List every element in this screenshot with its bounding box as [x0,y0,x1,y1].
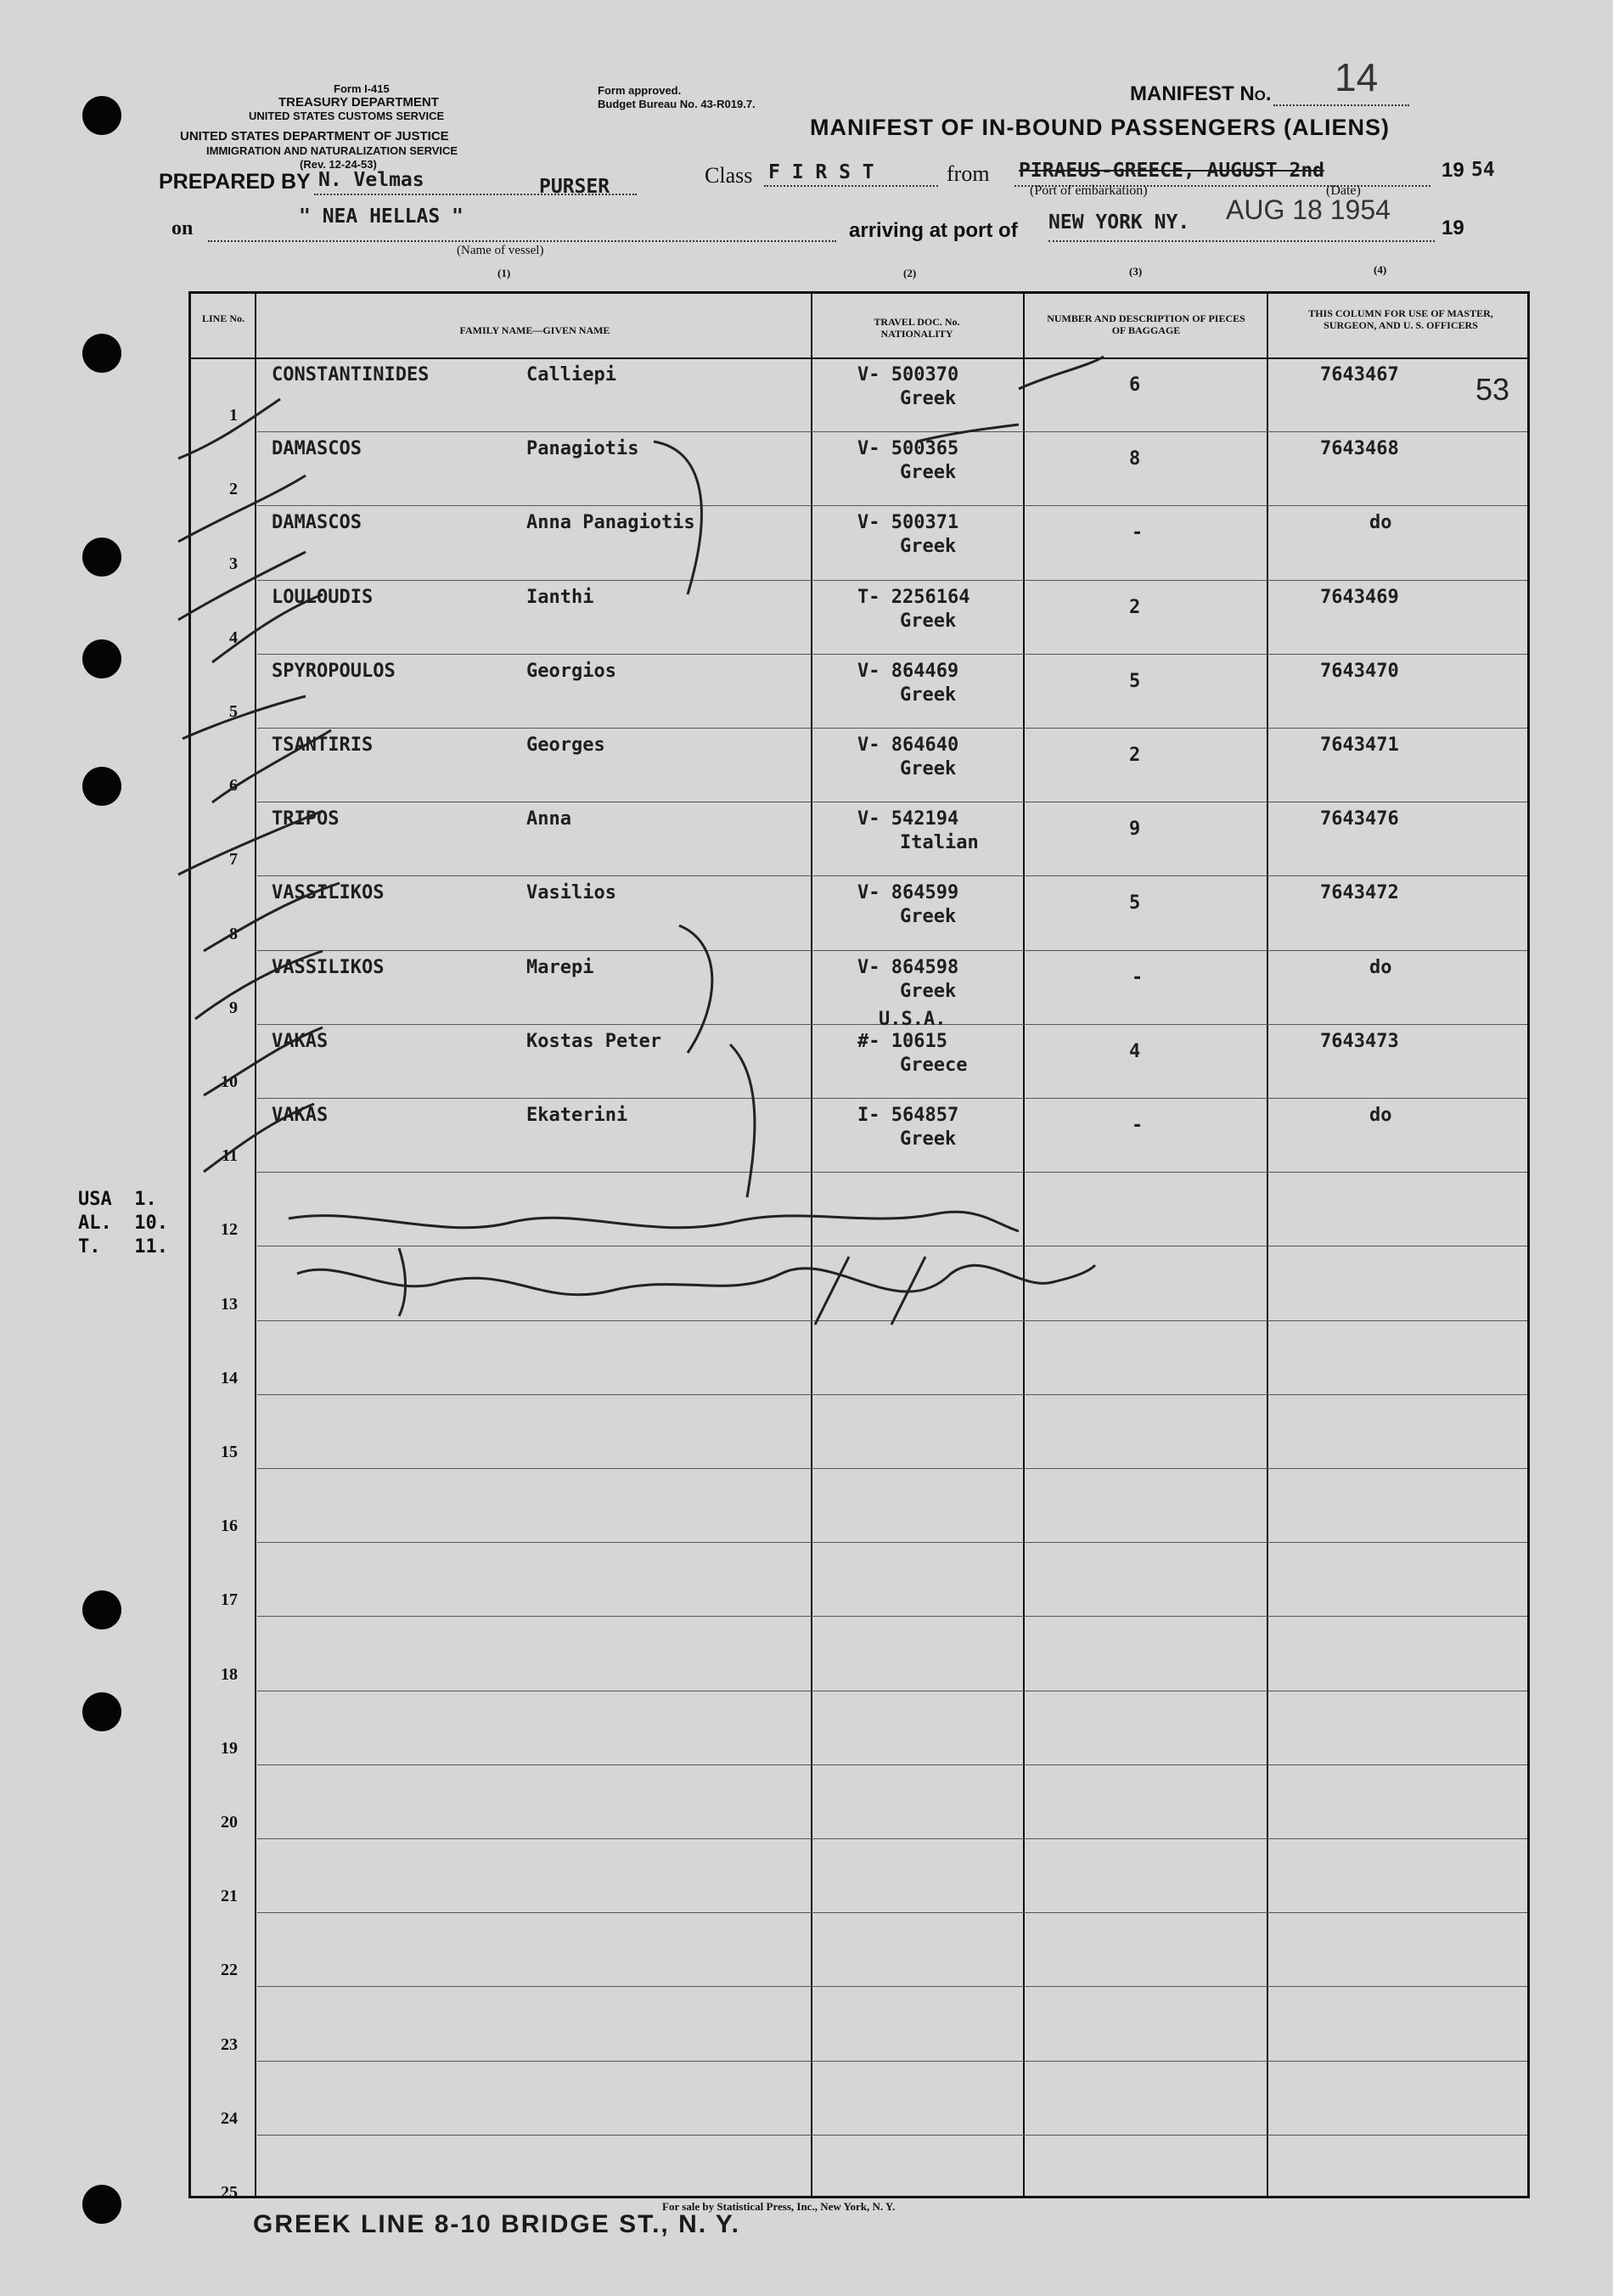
family-name: SPYROPOULOS [272,660,396,682]
nationality: Greek [900,610,957,632]
line-number: 21 [221,1887,238,1906]
nationality: Greek [900,1128,957,1150]
baggage-count: 2 [1129,596,1141,618]
family-name: VAKAS [272,1105,329,1126]
binder-hole [82,334,121,373]
class-label: Class [705,163,753,188]
line-number: 22 [221,1961,238,1980]
line-number: 20 [221,1813,238,1832]
row-rule [257,2135,1527,2136]
row-rule [257,1542,1527,1543]
line-number: 25 [221,2183,238,2202]
manifest-number-label: MANIFEST No. [1130,82,1272,105]
line-number: 4 [229,627,238,647]
given-name: Georgios [526,660,616,682]
family-name: DAMASCOS [272,512,362,534]
row-rule [257,2061,1527,2062]
form-revision: (Rev. 12-24-53) [300,158,377,171]
officer-number: 7643467 [1320,364,1399,385]
year-value: 54 [1471,159,1495,181]
baggage-count: - [1132,1115,1144,1136]
line-number: 11 [222,1146,238,1166]
customs-service: UNITED STATES CUSTOMS SERVICE [249,110,445,122]
nationality: Italian [900,832,979,854]
line-number: 6 [229,776,238,796]
footer-print: For sale by Statistical Press, Inc., New York, N. Y. [662,2200,896,2213]
line-number: 15 [221,1443,238,1461]
row-rule [257,1986,1527,1987]
travel-doc-number: V- 864469 [857,660,959,682]
officer-number: 7643471 [1320,734,1399,756]
nationality: Greek [900,462,957,484]
given-name: Marepi [526,956,594,978]
line-number: 10 [221,1072,238,1091]
travel-doc-number: #- 10615 [857,1030,947,1052]
doc-country: U.S.A. [879,1008,947,1030]
form-id: Form I-415 [334,82,390,95]
line-number: 14 [221,1368,238,1387]
baggage-count: 4 [1129,1040,1141,1062]
row-rule [257,1912,1527,1913]
tally-aliens: AL. 10. [78,1213,168,1234]
row-rule [257,1764,1527,1765]
arriving-label: arriving at port of [849,219,1018,242]
treasury-department: TREASURY DEPARTMENT [278,95,439,110]
binder-hole [82,1692,121,1731]
travel-doc-number: T- 2256164 [857,586,970,608]
nationality: Greek [900,536,957,558]
family-name: VASSILIKOS [272,882,385,904]
travel-doc-number: V- 500371 [857,512,959,534]
header-travel-doc: TRAVEL DOC. No. NATIONALITY [874,316,960,340]
from-label: from [947,161,990,186]
row-rule [257,1320,1527,1321]
prepared-by-name: N. Velmas [318,169,424,191]
baggage-count: 5 [1129,670,1141,692]
row-rule [257,431,1527,432]
given-name: Vasilios [526,882,616,904]
travel-doc-number: V- 500365 [857,438,959,460]
baggage-count: 6 [1129,374,1141,396]
on-label: on [171,217,194,239]
line-number: 19 [221,1738,238,1758]
line-number: 7 [229,850,238,869]
line-number: 16 [221,1517,238,1536]
row-rule [257,950,1527,951]
binder-hole [82,639,121,678]
family-name: CONSTANTINIDES [272,364,430,385]
embarkation-value: PIRAEUS-GREECE, AUGUST 2nd [1019,160,1325,182]
tally-total: T. 11. [78,1236,168,1258]
row-rule [257,875,1527,876]
binder-hole [82,767,121,806]
baggage-count: 8 [1129,448,1141,470]
row-rule [257,1838,1527,1839]
baggage-count: - [1132,522,1144,544]
binder-hole [82,2185,121,2224]
officer-number: 7643468 [1320,438,1399,460]
given-name: Ekaterini [526,1105,628,1126]
row-rule [257,728,1527,729]
given-name: Kostas Peter [526,1030,661,1052]
nationality: Greek [900,758,957,779]
passenger-table [188,291,1530,2202]
nationality: Greek [900,906,957,928]
column-number-4: (4) [1374,263,1387,276]
binder-hole [82,537,121,577]
given-name: Anna Panagiotis [526,512,695,534]
family-name: TSANTIRIS [272,734,374,756]
prepared-by-label: PREPARED BY [159,170,311,194]
header-baggage: NUMBER AND DESCRIPTION OF PIECES OF BAGGAGE [1047,312,1245,336]
prepared-by-role: PURSER [539,176,610,198]
column-number-1: (1) [497,267,511,279]
port-embarkation-caption: (Port of embarkation) [1030,183,1148,198]
given-name: Georges [526,734,605,756]
officer-number: do [1369,1105,1392,1126]
header-officers: THIS COLUMN FOR USE OF MASTER, SURGEON, AND U. S. OFFICERS [1308,307,1493,331]
margin-number: 53 [1475,372,1510,407]
travel-doc-number: V- 864640 [857,734,959,756]
baggage-count: - [1132,966,1144,988]
given-name: Ianthi [526,586,594,608]
column-number-3: (3) [1129,265,1143,278]
tally-usa: USA 1. [78,1189,157,1210]
family-name: VAKAS [272,1030,329,1052]
travel-doc-number: V- 864599 [857,882,959,904]
manifest-title: MANIFEST OF IN-BOUND PASSENGERS (ALIENS) [810,115,1391,140]
family-name: LOULOUDIS [272,586,374,608]
date-caption: (Date) [1326,183,1361,198]
row-rule [257,1616,1527,1617]
given-name: Calliepi [526,364,616,385]
form-approved: Form approved. [598,84,682,97]
line-number: 1 [229,406,238,425]
line-number: 24 [221,2108,238,2128]
row-rule [257,580,1527,581]
travel-doc-number: I- 564857 [857,1105,959,1126]
officer-number: 7643476 [1320,808,1399,830]
line-number: 18 [221,1664,238,1684]
binder-hole [82,1590,121,1629]
vessel-name: " NEA HELLAS " [299,205,464,228]
nationality: Greek [900,388,957,409]
binder-hole [82,96,121,135]
arrival-year-prefix: 19 [1442,217,1464,239]
arrival-port: NEW YORK NY. [1048,211,1190,234]
line-number: 13 [221,1294,238,1314]
travel-doc-number: V- 864598 [857,956,959,978]
arrival-date-stamp: AUG 18 1954 [1226,194,1391,225]
footer-stamp: GREEK LINE 8-10 BRIDGE ST., N. Y. [253,2210,740,2238]
given-name: Panagiotis [526,438,639,460]
family-name: DAMASCOS [272,438,362,460]
baggage-count: 5 [1129,892,1141,914]
officer-number: do [1369,956,1392,978]
officer-number: 7643469 [1320,586,1399,608]
row-rule [257,1394,1527,1395]
family-name: TRIPOS [272,808,340,830]
row-rule [257,1098,1527,1099]
row-rule [257,1172,1527,1173]
officer-number: do [1369,512,1392,534]
row-rule [257,654,1527,655]
row-rule [257,1468,1527,1469]
line-number: 17 [221,1590,238,1610]
travel-doc-number: V- 542194 [857,808,959,830]
class-value: F I R S T [768,161,874,183]
baggage-count: 2 [1129,745,1141,766]
line-number: 23 [221,2034,238,2054]
officer-number: 7643472 [1320,882,1399,904]
line-number: 8 [229,924,238,943]
header-name: FAMILY NAME—GIVEN NAME [459,324,610,336]
baggage-count: 9 [1129,819,1141,841]
column-number-2: (2) [903,267,917,279]
year-prefix: 19 [1442,159,1464,182]
line-number: 3 [229,554,238,573]
line-number: 2 [229,480,238,499]
line-number: 9 [229,998,238,1017]
line-number: 5 [229,702,238,721]
family-name: VASSILIKOS [272,956,385,978]
nationality: Greek [900,684,957,706]
row-rule [257,505,1527,506]
travel-doc-number: V- 500370 [857,364,959,385]
header-line-no: LINE No. [201,312,244,324]
given-name: Anna [526,808,571,830]
immigration-service: IMMIGRATION AND NATURALIZATION SERVICE [206,144,458,157]
officer-number: 7643473 [1320,1030,1399,1052]
nationality: Greek [900,980,957,1002]
dept-of-justice: UNITED STATES DEPARTMENT OF JUSTICE [180,129,449,144]
nationality: Greece [900,1054,968,1076]
budget-bureau: Budget Bureau No. 43-R019.7. [598,98,756,110]
officer-number: 7643470 [1320,660,1399,682]
vessel-caption: (Name of vessel) [457,244,544,257]
manifest-number: 14 [1335,55,1379,99]
line-number: 12 [221,1220,238,1240]
